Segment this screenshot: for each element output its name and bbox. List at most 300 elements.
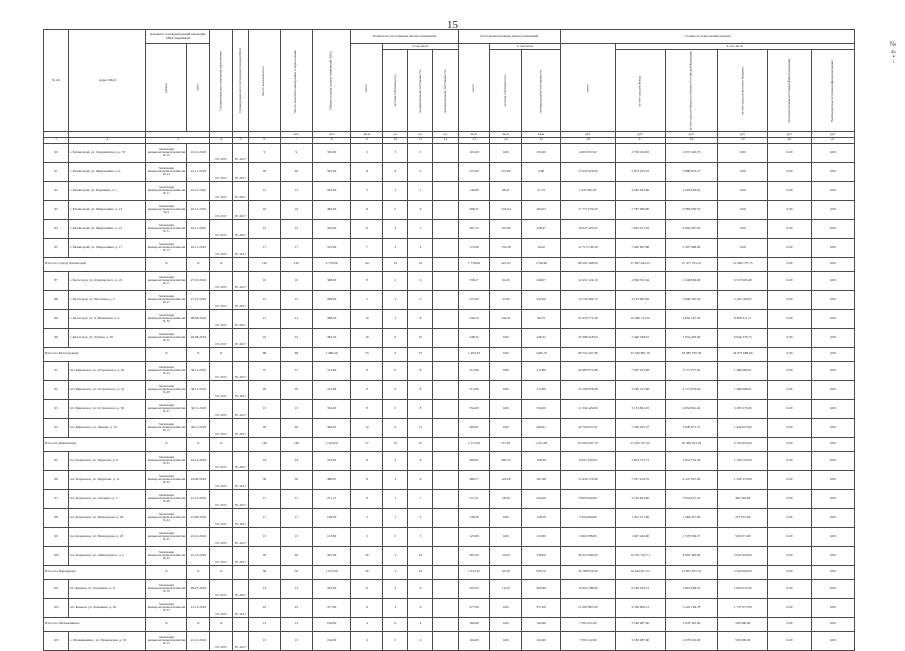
cell-c9: 7 <box>351 238 383 257</box>
cell-c16: 23 418 771,29 <box>561 309 616 328</box>
cell-c12 <box>433 238 458 257</box>
column-number: 20 <box>768 137 811 143</box>
cell-c20: 0,00 <box>768 143 811 162</box>
hdr-cost-all: всего <box>561 44 616 132</box>
cell-c21: 0,00 <box>811 399 854 418</box>
column-number: 5 <box>233 137 249 143</box>
cell-plan-date: IV. 2017 <box>210 418 233 437</box>
cell-plan-date: IV. 2017 <box>210 309 233 328</box>
cell-c8: 164,90 <box>312 631 351 650</box>
cell-c21: 0,00 <box>811 162 854 181</box>
cell-num: 100 <box>44 546 69 565</box>
hdr-group-cost: Стоимость переселения граждан <box>561 30 855 44</box>
cell-c18: 9 002 407,63 <box>665 219 717 238</box>
cell-c7: 11 <box>280 508 312 527</box>
cell-c14: 244,41 <box>490 309 522 328</box>
cell-c15: 367,48 <box>522 470 561 489</box>
cell-c12 <box>433 219 458 238</box>
cell-c18: 12 857 027,41 <box>665 565 717 579</box>
cell-c6: 37 <box>248 361 280 380</box>
unit-cell: руб. <box>811 131 854 137</box>
cell-c15: 138,29 <box>522 508 561 527</box>
cell-c13: 354,00 <box>458 399 490 418</box>
cell-c20: 0,00 <box>768 579 811 598</box>
cell-c17: 7 430 935,37 <box>615 418 665 437</box>
column-number: 9 <box>351 137 383 143</box>
cell-c13: 164,90 <box>458 617 490 631</box>
cell-address: г. Бахчисарай, ул. Радищева, д. 1 <box>69 181 146 200</box>
cell-address: г. Бахчисарай, ул. Дзержинского, д. 76 <box>69 143 146 162</box>
cell-c6: 26 <box>248 162 280 181</box>
cell-demolition-date: IV. 2017 <box>233 598 249 617</box>
cell-c16: 20 485 073,98 <box>561 361 616 380</box>
cell-c19: 1 160 733,00 <box>718 451 768 470</box>
cell-num: 91 <box>44 162 69 181</box>
cell-c17: 4 706 000,12 <box>615 598 665 617</box>
cell-c19: 539 000,00 <box>718 631 768 650</box>
cell-plan-date: X <box>210 257 233 271</box>
cell-c15: 460,61 <box>522 418 561 437</box>
cell-plan-date: IV. 2017 <box>210 579 233 598</box>
cell-c19: 0,00 <box>718 238 768 257</box>
cell-num: 97 <box>44 489 69 508</box>
cell-doc-number: X <box>146 437 187 451</box>
cell-c14: 28,42 <box>490 489 522 508</box>
cell-c11: 10 <box>408 328 433 347</box>
cell-c18: 27 477 531,12 <box>665 257 717 271</box>
cell-address: г. Белогорск, ул. Луначарского, д. 22 <box>69 271 146 290</box>
cell-c6: 15 <box>248 219 280 238</box>
cell-empty <box>233 437 249 451</box>
cell-c19: 0,00 <box>718 219 768 238</box>
cell-c11: 24 <box>408 565 433 579</box>
cell-c19: 3 220 994,00 <box>718 565 768 579</box>
hdr-residents-plan: Число жителей планируемых к переселению <box>280 30 312 132</box>
table-row <box>44 162 855 181</box>
subtotal-row <box>44 437 855 451</box>
cell-c21: 0,00 <box>811 380 854 399</box>
cell-c21: 0,00 <box>811 257 854 271</box>
table-row <box>44 489 855 508</box>
cell-c17: 4 125 962,82 <box>615 290 665 309</box>
column-number: 8 <box>312 137 351 143</box>
cell-c9: 3 <box>351 508 383 527</box>
subtotal-label: Итого по городу Бахчисарай <box>44 257 146 271</box>
cell-c12 <box>433 328 458 347</box>
cell-c16: 17 771 076,43 <box>561 200 616 219</box>
cell-c13: 391,55 <box>458 219 490 238</box>
cell-c16: 10 196 878,08 <box>561 380 616 399</box>
cell-c21: 0,00 <box>811 508 854 527</box>
cell-c10: 25 <box>383 257 408 271</box>
cell-address: г. Бахчисарай, ул. Мирошника, д. 15 <box>69 219 146 238</box>
cell-c10: 6 <box>383 347 408 361</box>
cell-c21: 0,00 <box>811 271 854 290</box>
cell-c13: 312,80 <box>458 361 490 380</box>
cell-c17: 4 219 824,00 <box>615 489 665 508</box>
cell-c14: 292,52 <box>490 451 522 470</box>
resettlement-table <box>43 29 855 651</box>
cell-c8: 298,90 <box>312 290 351 309</box>
cell-c19: 1 486 089,01 <box>718 380 768 399</box>
cell-c10: 2 <box>383 309 408 328</box>
cell-c18: 5 040 871,37 <box>665 418 717 437</box>
cell-c20: 0,00 <box>768 508 811 527</box>
cell-c15: 51,33 <box>522 181 561 200</box>
cell-doc-date: 01.11.2016 <box>187 181 210 200</box>
unit-cell: ед. <box>383 131 408 137</box>
cell-c13: 338,27 <box>458 271 490 290</box>
cell-c17: 3 045 025,06 <box>615 181 665 200</box>
cell-c15: 312,80 <box>522 380 561 399</box>
cell-c19: 6 944 376,73 <box>718 328 768 347</box>
cell-c10: 5 <box>383 200 408 219</box>
cell-c10: 0 <box>383 361 408 380</box>
cell-c13: 1 034,10 <box>458 565 490 579</box>
cell-num: 93 <box>44 200 69 219</box>
cell-c19: 337 672,00 <box>718 508 768 527</box>
cell-c7: 26 <box>280 546 312 565</box>
cell-c12 <box>433 200 458 219</box>
cell-c12 <box>433 309 458 328</box>
column-number: 17 <box>615 137 665 143</box>
unit-cell: руб. <box>718 131 768 137</box>
cell-c14: 12,43 <box>490 579 522 598</box>
cell-doc-date: X <box>187 565 210 579</box>
cell-c7: 9 <box>280 143 312 162</box>
cell-c13: 340,74 <box>458 309 490 328</box>
cell-c12 <box>433 598 458 617</box>
cell-c20: 0,00 <box>768 200 811 219</box>
cell-c17: 37 647 044,15 <box>615 257 665 271</box>
cell-num: 101 <box>44 579 69 598</box>
cell-c18: 18 085 670,59 <box>665 347 717 361</box>
subtotal-row <box>44 617 855 631</box>
cell-c18: 3 054 817,25 <box>665 489 717 508</box>
cell-c12 <box>433 380 458 399</box>
cell-c18: 2 810 608,25 <box>665 579 717 598</box>
cell-c11: 27 <box>408 347 433 361</box>
cell-c19: 1 426 013,00 <box>718 418 768 437</box>
cell-c12 <box>433 579 458 598</box>
cell-c19: 2 022 943,00 <box>718 546 768 565</box>
table-row <box>44 508 855 527</box>
cell-c19: 6 700 410,00 <box>718 437 768 451</box>
column-number: 21 <box>811 137 854 143</box>
cell-c8: 123,80 <box>312 527 351 546</box>
cell-doc: Заключение межведомственной комиссии № 15 <box>146 418 187 437</box>
table-row <box>44 399 855 418</box>
cell-c13: 477,00 <box>458 598 490 617</box>
hdr-doc-date: Дата <box>187 44 210 132</box>
cell-c12 <box>433 162 458 181</box>
cell-demolition-date: IV. 2017 <box>233 309 249 328</box>
cell-c6: 26 <box>248 418 280 437</box>
cell-c8: 483,00 <box>312 200 351 219</box>
cell-plan-date: IV. 2017 <box>210 451 233 470</box>
hdr-num: № п/п <box>44 30 69 132</box>
cell-doc: Заключение межведомственной комиссии № 25 <box>146 527 187 546</box>
hdr-group-count: Количество расселяемых жилых помещений <box>351 30 458 44</box>
cell-c21: 0,00 <box>811 598 854 617</box>
cell-c15: 238,47 <box>522 219 561 238</box>
cell-doc-date: 26.08.2016 <box>187 328 210 347</box>
cell-address: пос Каранское, ул. Зирупова, д. 11 <box>69 470 146 489</box>
cell-c19: 495 344,00 <box>718 489 768 508</box>
cell-doc-date: 08.09.2016 <box>187 309 210 328</box>
cell-c6: 13 <box>248 631 280 650</box>
cell-demolition-date: IV. 2017 <box>233 200 249 219</box>
cell-c11: 4 <box>408 238 433 257</box>
cell-plan-date: IV. 2017 <box>210 527 233 546</box>
page-number: 15 <box>447 19 458 31</box>
cell-doc-date: 01.11.2016 <box>187 162 210 181</box>
cell-num: 99 <box>44 527 69 546</box>
cell-c14: 0,00 <box>490 527 522 546</box>
cell-c10: 0 <box>383 527 408 546</box>
hdr-count-private: частная собственность <box>383 50 408 132</box>
cell-c11: 6 <box>408 451 433 470</box>
cell-c21: 0,00 <box>811 437 854 451</box>
cell-doc: Заключение межведомственной комиссии № 11 <box>146 219 187 238</box>
cell-c12 <box>433 508 458 527</box>
cell-doc-date: 24.12.2016 <box>187 527 210 546</box>
cell-c21: 0,00 <box>811 527 854 546</box>
cell-c12 <box>433 470 458 489</box>
cell-demolition-date: IV. 2017 <box>233 470 249 489</box>
cell-doc-number: X <box>146 257 187 271</box>
cell-c13: 312,80 <box>458 380 490 399</box>
cell-c12 <box>433 489 458 508</box>
subtotal-label: Итого по Мальчишкино <box>44 617 146 631</box>
cell-c20: 0,00 <box>768 328 811 347</box>
cell-c20: 0,00 <box>768 598 811 617</box>
cell-c13: 272,00 <box>458 290 490 309</box>
column-number: 4 <box>210 137 233 143</box>
cell-c8: 271,21 <box>312 489 351 508</box>
cell-c16: 66 724 437,98 <box>561 347 616 361</box>
table-row <box>44 418 855 437</box>
cell-c13: 498,27 <box>458 200 490 219</box>
unit-cell: ед. <box>433 131 458 137</box>
cell-c20: 0,00 <box>768 470 811 489</box>
hdr-residents: Число жителей всего <box>248 30 280 132</box>
cell-c11: 19 <box>408 257 433 271</box>
cell-c21: 0,00 <box>811 470 854 489</box>
cell-doc: Заключение межведомственной комиссии № 12 <box>146 631 187 650</box>
table-row <box>44 219 855 238</box>
cell-c14: 0,00 <box>490 617 522 631</box>
cell-c21: 0,00 <box>811 290 854 309</box>
table-row <box>44 271 855 290</box>
cell-doc: Заключение межведомственной комиссии № 27 <box>146 399 187 418</box>
unit-cell: кв.м <box>522 131 561 137</box>
cell-c16: 32 789 672,00 <box>561 565 616 579</box>
cell-address: г. Бахчисарай, ул. Мирошника, д. 13 <box>69 200 146 219</box>
cell-c9: 8 <box>351 399 383 418</box>
cell-c13: 1 738,99 <box>458 257 490 271</box>
cell-c19: 24 973 088,60 <box>718 347 768 361</box>
cell-c16: 19 924 788,00 <box>561 579 616 598</box>
cell-c16: 3 604 388,00 <box>561 527 616 546</box>
cell-doc: Заключение межведомственной комиссии № 05 <box>146 546 187 565</box>
cell-c8: 489,87 <box>312 470 351 489</box>
cell-c16: 24 700 627,01 <box>561 418 616 437</box>
hdr-count-municipal: муниципальная собственность <box>408 50 433 132</box>
cell-c7: 13 <box>280 399 312 418</box>
cell-c9: 10 <box>351 328 383 347</box>
cell-c11: 24 <box>408 546 433 565</box>
cell-address: пгт Кировское, ул. Островского, д. 32 <box>69 380 146 399</box>
hdr-plan-date: Планируемая дата окончания переселения <box>210 30 233 132</box>
cell-c18: 2 202 636,81 <box>665 181 717 200</box>
cell-c7: 22 <box>280 598 312 617</box>
table-row <box>44 238 855 257</box>
cell-plan-date: IV. 2017 <box>210 271 233 290</box>
cell-c6: 22 <box>248 598 280 617</box>
hdr-area-incl: в том числе <box>490 44 561 50</box>
table-row <box>44 470 855 489</box>
cell-c20: 0,00 <box>768 451 811 470</box>
cell-c12 <box>433 418 458 437</box>
cell-c16: 13 434 716,99 <box>561 470 616 489</box>
cell-c17: 1 591 471,00 <box>615 508 665 527</box>
cell-address: пгт Ковыль, ул. Ломакина, д. 19 <box>69 598 146 617</box>
cell-c9: 8 <box>351 271 383 290</box>
hdr-count-extra: муниципальная собственность <box>433 50 458 132</box>
cell-c17: 7 267 913,38 <box>615 361 665 380</box>
unit-cell: кв.м <box>490 131 522 137</box>
cell-demolition-date: IV. 2017 <box>233 290 249 309</box>
table-row <box>44 143 855 162</box>
cell-empty <box>233 347 249 361</box>
cell-c7: 56 <box>280 565 312 579</box>
cell-plan-date: IV. 2017 <box>210 399 233 418</box>
cell-c15: 492,80 <box>522 579 561 598</box>
cell-c6: 13 <box>248 527 280 546</box>
cell-c20: 0,00 <box>768 290 811 309</box>
cell-plan-date: IV. 2017 <box>210 143 233 162</box>
cell-c21: 0,00 <box>811 617 854 631</box>
cell-c8: 361,00 <box>312 546 351 565</box>
cell-c19: 8 468 311,71 <box>718 309 768 328</box>
page-side-mark: № 4 • ~ <box>889 40 897 63</box>
hdr-count-all: всего <box>351 44 383 132</box>
cell-num: 87 <box>44 271 69 290</box>
cell-demolition-date: IV. 2017 <box>233 579 249 598</box>
cell-c8: 292,00 <box>312 181 351 200</box>
cell-plan-date: IV. 2017 <box>210 162 233 181</box>
column-number: 3 <box>146 137 210 143</box>
cell-doc: Заключение межведомственной комиссии № 13 <box>146 238 187 257</box>
cell-c17: 10 296 133,52 <box>615 309 665 328</box>
cell-doc-date: 27.10.2016 <box>187 271 210 290</box>
cell-c14: 98,47 <box>490 181 522 200</box>
cell-c10: 2 <box>383 451 408 470</box>
cell-c7: 13 <box>280 631 312 650</box>
cell-c9: 8 <box>351 470 383 489</box>
cell-c16: 68 291 508,00 <box>561 257 616 271</box>
hdr-count-incl: в том числе <box>383 44 458 50</box>
cell-address: пгт Ковыль, ул. Ломакина, д. 11 <box>69 579 146 598</box>
cell-num: 98 <box>44 508 69 527</box>
cell-c11: 2 <box>408 508 433 527</box>
column-number: 7 <box>280 137 312 143</box>
cell-plan-date: IV. 2017 <box>210 508 233 527</box>
cell-c15: 164,90 <box>522 631 561 650</box>
cell-plan-date: IV. 2017 <box>210 489 233 508</box>
cell-c18: 20 400 031,54 <box>665 437 717 451</box>
cell-address: пгт Кировское, ул. Островского, д. 26 <box>69 361 146 380</box>
cell-c13: 163,60 <box>458 143 490 162</box>
cell-c10: 0 <box>383 399 408 418</box>
cell-c13: 505,23 <box>458 579 490 598</box>
cell-c11: 47 <box>408 437 433 451</box>
cell-c19: 536 671,00 <box>718 527 768 546</box>
cell-c6: 15 <box>248 181 280 200</box>
hdr-cost-incl: в том числе <box>615 44 854 50</box>
cell-c10: 8 <box>383 162 408 181</box>
cell-c16: 12 713 736,58 <box>561 238 616 257</box>
cell-num: 95 <box>44 451 69 470</box>
table-row <box>44 290 855 309</box>
table-row <box>44 527 855 546</box>
cell-c13: 123,80 <box>458 527 490 546</box>
cell-num: 91 <box>44 361 69 380</box>
subtotal-label: Итого по Каранскому <box>44 565 146 579</box>
cell-c19: 539 000,00 <box>718 617 768 631</box>
cell-num: 92 <box>44 380 69 399</box>
table-row <box>44 380 855 399</box>
cell-c14: 153,08 <box>490 219 522 238</box>
cell-c17: 7 405 827,68 <box>615 238 665 257</box>
cell-c8: 164,90 <box>312 617 351 631</box>
cell-plan-date: IV. 2017 <box>210 380 233 399</box>
cell-c20: 0,00 <box>768 399 811 418</box>
subtotal-row <box>44 257 855 271</box>
cell-doc-date: X <box>187 257 210 271</box>
table-row <box>44 598 855 617</box>
cell-c11: 4 <box>408 631 433 650</box>
cell-c20: 0,00 <box>768 437 811 451</box>
cell-c17: 1 497 242,00 <box>615 527 665 546</box>
cell-c11: 9 <box>408 598 433 617</box>
cell-doc: Заключение межведомственной комиссии № 08 <box>146 489 187 508</box>
column-number: 10 <box>383 137 408 143</box>
cell-c19: 1 542 370,00 <box>718 470 768 489</box>
cell-address: г. Белогорск, ул. Л. Шевченко, д. 4 <box>69 309 146 328</box>
cell-c14: 0,00 <box>490 418 522 437</box>
cell-c21: 0,00 <box>811 579 854 598</box>
cell-demolition-date: IV. 2017 <box>233 162 249 181</box>
cell-c11: 1 <box>408 181 433 200</box>
cell-c12 <box>433 257 458 271</box>
cell-doc-number: X <box>146 347 187 361</box>
cell-c7: 37 <box>280 361 312 380</box>
cell-c7: 10 <box>280 271 312 290</box>
cell-c18: 1 937 426,79 <box>665 143 717 162</box>
subtotal-label: Итого по Белогорскому <box>44 347 146 361</box>
cell-c13: 271,21 <box>458 489 490 508</box>
cell-c17: 6 196 236,13 <box>615 579 665 598</box>
cell-address: пос Каранское, ул. Гагарина, д. 7 <box>69 489 146 508</box>
cell-c15: 19,62 <box>522 238 561 257</box>
cell-c17: 3 180 087,00 <box>615 631 665 650</box>
cell-c10: 1 <box>383 508 408 527</box>
cell-c16: 3 393 600,00 <box>561 508 616 527</box>
cell-c6: 21 <box>248 309 280 328</box>
cell-plan-date: IV. 2017 <box>210 181 233 200</box>
